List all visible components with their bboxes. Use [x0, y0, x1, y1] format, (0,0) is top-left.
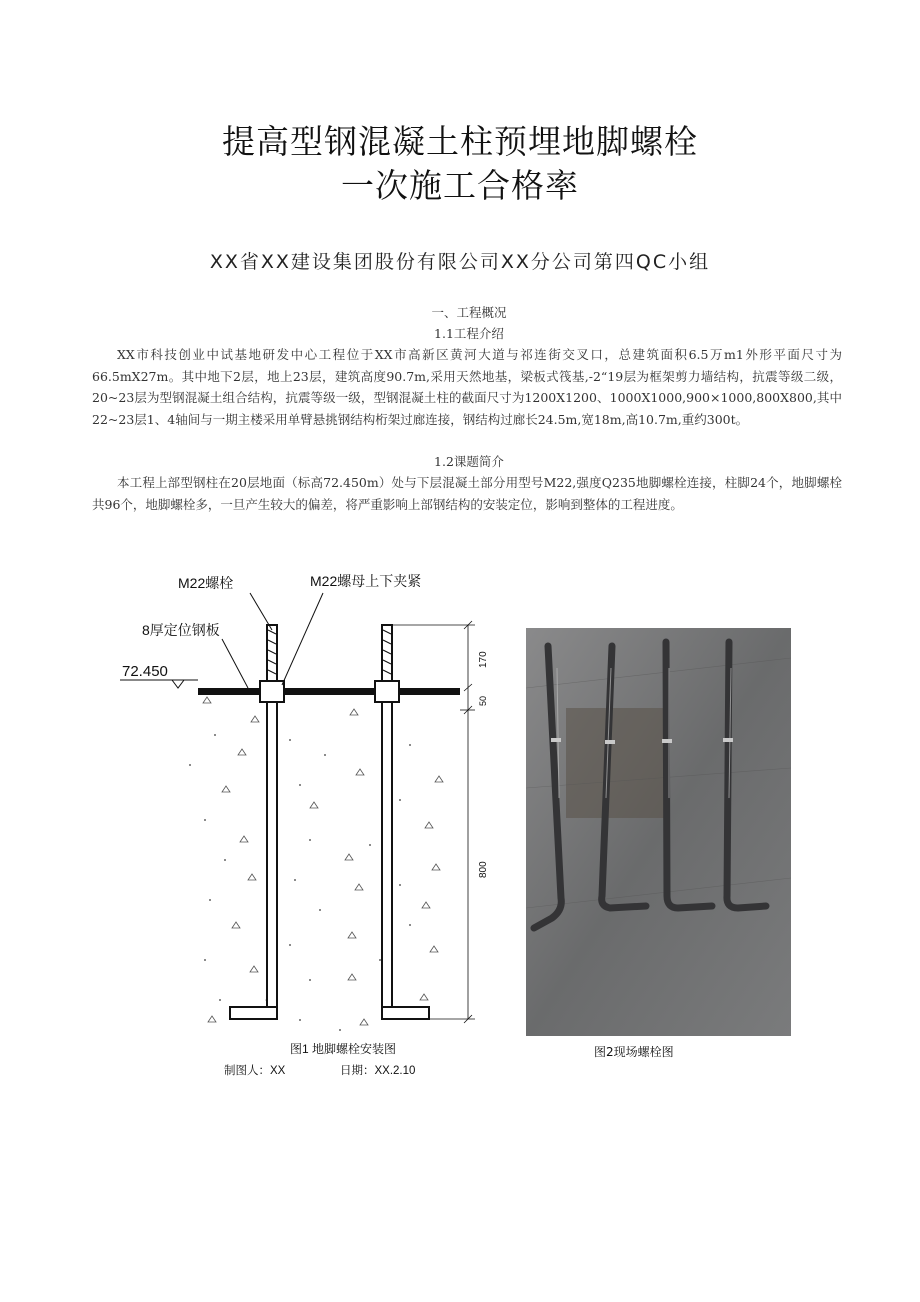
- figure1-maker: 制图人：XX: [224, 1065, 286, 1077]
- section-heading-1: 一、工程概况: [431, 305, 507, 320]
- figure1-caption: 图1 地脚螺栓安装图: [290, 1042, 397, 1056]
- title-line-2: 一次施工合格率: [341, 166, 579, 205]
- figure-anchor-bolt-drawing: [110, 560, 510, 1085]
- concrete-dots: [189, 734, 411, 1031]
- concrete-speckle: [203, 697, 443, 1025]
- leader-bolt: [250, 593, 272, 630]
- title-line-1: 提高型钢混凝土柱预埋地脚螺栓: [222, 122, 698, 161]
- photo-wet-patch: [566, 708, 666, 818]
- label-m22-nut: M22螺母上下夹紧: [310, 573, 422, 589]
- anchor-bolt-right: [375, 625, 429, 1019]
- figure1-date: 日期：XX.2.10: [340, 1065, 416, 1077]
- elevation-label: 72.450: [122, 663, 168, 680]
- figure-site-bolt-photo: [526, 628, 791, 1038]
- organization-line: XX省XX建设集团股份有限公司XX分公司第四QC小组: [209, 251, 711, 273]
- subsection-heading-1-2: 1.2课题简介: [434, 454, 504, 469]
- dim-800: 800: [478, 861, 489, 878]
- dim-170: 170: [478, 651, 489, 668]
- paragraph-topic-intro: 本工程上部型钢柱在20层地面（标高72.450m）处与下层混凝土部分用型号M22,强度Q235地脚螺栓连接，柱脚24个，地脚螺栓共96个，地脚螺栓多，一旦产生较大的偏差，将严重影响上部钢结构的安装定位，影响到整体的工程进度。: [92, 475, 842, 512]
- elevation-triangle: [172, 680, 184, 688]
- leader-nut: [282, 593, 323, 685]
- dim-50: 50: [478, 695, 488, 706]
- leader-plate: [222, 639, 248, 688]
- anchor-bolt-left: [230, 625, 284, 1019]
- label-m22-bolt: M22螺栓: [178, 575, 234, 591]
- dimension-lines: [392, 621, 475, 1023]
- positioning-plate: [198, 688, 460, 695]
- label-positioning-plate: 8厚定位钢板: [142, 622, 220, 638]
- figure2-caption: 图2现场螺栓图: [594, 1045, 674, 1059]
- paragraph-project-intro: XX市科技创业中试基地研发中心工程位于XX市高新区黄河大道与祁连街交叉口，总建筑面积6.5万m1外形平面尺寸为66.5mX27m。其中地下2层，地上23层，建筑高度90.7m,采用天然地基，梁板式筏基,-2“19层为框架剪力墙结构，抗震等级二级，20~23层为型钢混凝土组合结构，抗震等级一级，型钢混凝土柱的截面尺寸为1200X1200、1000X1000,900×1000,800X800,其中22~23层1、4轴间与一期主楼采用单臂悬挑钢结构桁架过廊连接，钢结构过廊长24.5m,宽18m,高10.7m,重约300t。: [92, 347, 842, 427]
- photo-background: [526, 628, 791, 1036]
- subsection-heading-1-1: 1.1工程介绍: [434, 326, 504, 341]
